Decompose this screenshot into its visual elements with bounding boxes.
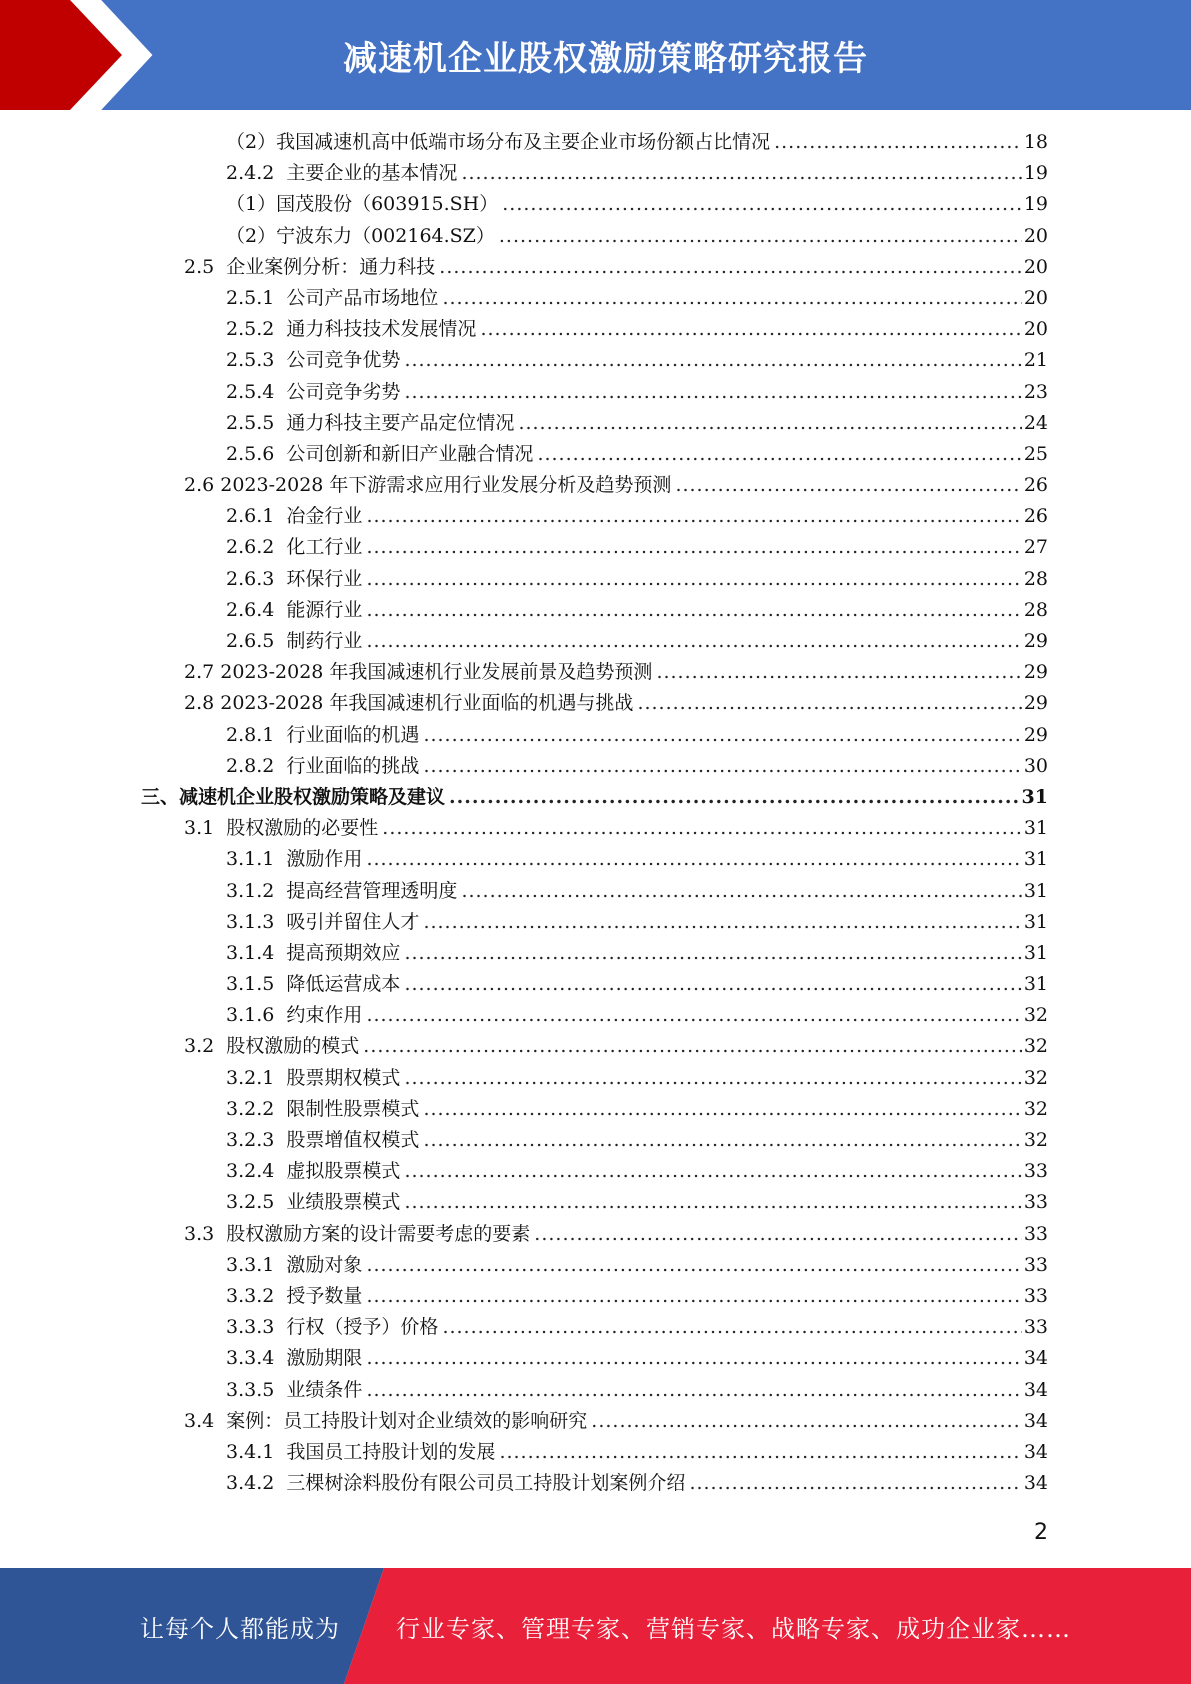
toc-entry-title: 2.5.4 公司竞争劣势 (226, 377, 404, 408)
toc-entry[interactable] (0, 751, 1191, 782)
toc-dot-leader (499, 1437, 1021, 1468)
toc-dot-leader (423, 1094, 1021, 1125)
toc-entry-title: 3.1.3 吸引并留住人才 (226, 907, 423, 938)
toc-entry[interactable] (0, 408, 1191, 439)
toc-entry-page: 31 (1021, 785, 1048, 808)
toc-entry-title: （2）宁波东力（002164.SZ） (226, 221, 499, 252)
toc-entry-page: 33 (1023, 1253, 1048, 1276)
toc-entry-title: 3.2.2 限制性股票模式 (226, 1094, 423, 1125)
toc-entry[interactable] (0, 1063, 1191, 1094)
toc-entry-page: 31 (1023, 879, 1048, 902)
toc-entry-title: 3.1.6 约束作用 (226, 1000, 366, 1031)
toc-entry[interactable] (0, 1094, 1191, 1125)
toc-entry-title: 3.2.4 虚拟股票模式 (226, 1156, 404, 1187)
toc-entry[interactable] (0, 221, 1191, 252)
toc-dot-leader (404, 1156, 1021, 1187)
toc-entry[interactable] (0, 1437, 1191, 1468)
table-of-contents (0, 127, 1191, 1499)
toc-entry-title: 2.5 企业案例分析：通力科技 (184, 252, 439, 283)
toc-dot-leader (366, 595, 1021, 626)
toc-dot-leader (502, 189, 1022, 220)
toc-entry-page: 19 (1023, 193, 1048, 216)
toc-entry-title: 3.4.1 我国员工持股计划的发展 (226, 1437, 499, 1468)
toc-dot-leader (499, 221, 1022, 252)
toc-entry-page: 31 (1023, 848, 1048, 871)
toc-entry[interactable] (0, 501, 1191, 532)
toc-entry-page: 20 (1023, 318, 1048, 341)
toc-entry-title: 2.5.6 公司创新和新旧产业融合情况 (226, 439, 537, 470)
toc-entry[interactable] (0, 158, 1191, 189)
toc-entry-page: 31 (1023, 973, 1048, 996)
toc-dot-leader (366, 1343, 1021, 1374)
toc-entry[interactable] (0, 532, 1191, 563)
toc-entry-page: 29 (1023, 661, 1048, 684)
toc-entry-page: 31 (1023, 910, 1048, 933)
toc-entry[interactable] (0, 1343, 1191, 1374)
toc-entry[interactable] (0, 969, 1191, 1000)
toc-entry-title: 2.6.2 化工行业 (226, 532, 366, 563)
toc-entry-title: 2.5.3 公司竞争优势 (226, 345, 404, 376)
toc-entry[interactable] (0, 782, 1191, 813)
footer-slogan-right: 行业专家、管理专家、营销专家、战略专家、成功企业家…… (396, 1614, 1071, 1643)
toc-entry-title: 3.1 股权激励的必要性 (184, 813, 382, 844)
toc-entry-title: 3.3.3 行权（授予）价格 (226, 1312, 442, 1343)
toc-entry-page: 32 (1023, 1097, 1048, 1120)
toc-entry-page: 21 (1023, 349, 1048, 372)
toc-dot-leader (449, 782, 1020, 813)
toc-entry-page: 32 (1023, 1129, 1048, 1151)
toc-entry-title: 2.5.2 通力科技技术发展情况 (226, 314, 480, 345)
toc-entry[interactable] (0, 813, 1191, 844)
toc-dot-leader (774, 127, 1022, 158)
toc-entry-title: 2.6.4 能源行业 (226, 595, 366, 626)
toc-entry-title: （2）我国减速机高中低端市场分布及主要企业市场份额占比情况 (226, 127, 774, 158)
toc-entry-page: 33 (1023, 1160, 1048, 1183)
toc-entry[interactable] (0, 657, 1191, 688)
toc-entry-title: 3.2 股权激励的模式 (184, 1031, 363, 1062)
toc-entry-page: 26 (1023, 505, 1048, 528)
toc-entry-title: 2.8 2023-2028 年我国减速机行业面临的机遇与挑战 (184, 688, 637, 719)
toc-entry-page: 20 (1023, 286, 1048, 309)
toc-entry-page: 18 (1023, 131, 1048, 153)
toc-entry[interactable] (0, 595, 1191, 626)
toc-entry[interactable] (0, 470, 1191, 501)
toc-entry-title: 3.1.2 提高经营管理透明度 (226, 876, 461, 907)
toc-entry[interactable] (0, 439, 1191, 470)
toc-entry-page: 20 (1023, 255, 1048, 278)
toc-entry-title: 3.4.2 三棵树涂料股份有限公司员工持股计划案例介绍 (226, 1468, 689, 1499)
toc-dot-leader (404, 1063, 1021, 1094)
toc-entry-title: 三、减速机企业股权激励策略及建议 (141, 782, 449, 813)
toc-entry-page: 29 (1023, 630, 1048, 652)
toc-dot-leader (423, 720, 1021, 751)
toc-entry-title: 2.6 2023-2028 年下游需求应用行业发展分析及趋势预测 (184, 470, 675, 501)
toc-dot-leader (366, 1281, 1021, 1312)
toc-entry-title: 2.5.1 公司产品市场地位 (226, 283, 442, 314)
toc-dot-leader (461, 876, 1021, 907)
toc-entry-title: 3.3 股权激励方案的设计需要考虑的要素 (184, 1219, 534, 1250)
toc-entry-title: 3.3.5 业绩条件 (226, 1375, 366, 1406)
report-header (0, 0, 1191, 110)
toc-entry-page: 32 (1023, 1066, 1048, 1089)
toc-entry[interactable] (0, 688, 1191, 719)
toc-dot-leader (675, 470, 1021, 501)
toc-entry-title: 2.6.1 冶金行业 (226, 501, 366, 532)
toc-dot-leader (404, 938, 1021, 969)
toc-entry-page: 34 (1023, 1440, 1048, 1463)
toc-entry[interactable] (0, 907, 1191, 938)
toc-entry-title: 2.6.3 环保行业 (226, 564, 366, 595)
toc-dot-leader (366, 564, 1021, 595)
toc-entry-page: 24 (1023, 411, 1048, 434)
toc-entry[interactable] (0, 1250, 1191, 1281)
toc-entry[interactable] (0, 345, 1191, 376)
toc-entry[interactable] (0, 127, 1191, 158)
toc-entry-title: 2.7 2023-2028 年我国减速机行业发展前景及趋势预测 (184, 657, 656, 688)
toc-entry[interactable] (0, 1187, 1191, 1218)
toc-entry[interactable] (0, 1281, 1191, 1312)
toc-dot-leader (442, 283, 1021, 314)
toc-entry-page: 34 (1023, 1347, 1048, 1370)
toc-entry-title: 3.3.2 授予数量 (226, 1281, 366, 1312)
toc-entry-title: 2.6.5 制药行业 (226, 626, 366, 657)
toc-entry-page: 29 (1023, 723, 1048, 746)
toc-entry-page: 25 (1023, 442, 1048, 465)
toc-entry-page: 31 (1023, 817, 1048, 840)
toc-dot-leader (366, 501, 1021, 532)
toc-dot-leader (423, 1125, 1021, 1156)
toc-dot-leader (366, 1375, 1021, 1406)
toc-entry-page: 34 (1023, 1378, 1048, 1401)
toc-entry[interactable] (0, 938, 1191, 969)
toc-entry-title: 3.3.4 激励期限 (226, 1343, 366, 1374)
footer-slogan-left: 让每个人都能成为 (140, 1614, 340, 1643)
toc-entry-page: 33 (1023, 1284, 1048, 1307)
toc-entry-title: 2.4.2 主要企业的基本情况 (226, 158, 461, 189)
toc-dot-leader (461, 158, 1021, 189)
toc-dot-leader (423, 907, 1021, 938)
toc-entry-title: 2.8.1 行业面临的机遇 (226, 720, 423, 751)
toc-entry[interactable] (0, 1312, 1191, 1343)
toc-entry[interactable] (0, 626, 1191, 657)
toc-entry[interactable] (0, 876, 1191, 907)
toc-entry[interactable] (0, 189, 1191, 220)
toc-dot-leader (442, 1312, 1021, 1343)
toc-entry-title: 3.2.5 业绩股票模式 (226, 1187, 404, 1218)
toc-dot-leader (366, 1000, 1021, 1031)
toc-entry-title: 3.2.1 股票期权模式 (226, 1063, 404, 1094)
toc-entry[interactable] (0, 1000, 1191, 1031)
toc-dot-leader (366, 626, 1021, 657)
toc-entry[interactable] (0, 314, 1191, 345)
toc-entry-title: （1）国茂股份（603915.SH） (226, 189, 502, 220)
toc-entry-title: 3.4 案例：员工持股计划对企业绩效的影响研究 (184, 1406, 591, 1437)
toc-dot-leader (404, 1187, 1021, 1218)
toc-entry-title: 2.5.5 通力科技主要产品定位情况 (226, 408, 518, 439)
toc-dot-leader (366, 532, 1021, 563)
toc-dot-leader (366, 1250, 1021, 1281)
toc-entry-page: 28 (1023, 567, 1048, 590)
toc-entry[interactable] (0, 1125, 1191, 1156)
toc-entry-title: 3.1.4 提高预期效应 (226, 938, 404, 969)
toc-entry-page: 33 (1023, 1222, 1048, 1245)
toc-entry-page: 32 (1023, 1035, 1048, 1058)
toc-entry-title: 3.2.3 股票增值权模式 (226, 1125, 423, 1156)
toc-dot-leader (404, 377, 1021, 408)
toc-entry[interactable] (0, 377, 1191, 408)
toc-entry[interactable] (0, 564, 1191, 595)
toc-entry-title: 3.1.5 降低运营成本 (226, 969, 404, 1000)
toc-entry[interactable] (0, 844, 1191, 875)
toc-entry-page: 32 (1023, 1004, 1048, 1027)
toc-dot-leader (363, 1031, 1022, 1062)
toc-entry-page: 33 (1023, 1191, 1048, 1214)
toc-dot-leader (689, 1468, 1021, 1499)
toc-entry-page: 23 (1023, 380, 1048, 403)
toc-entry[interactable] (0, 1156, 1191, 1187)
toc-entry-page: 26 (1023, 474, 1048, 497)
toc-entry-title: 3.3.1 激励对象 (226, 1250, 366, 1281)
toc-dot-leader (534, 1219, 1022, 1250)
toc-entry-page: 34 (1023, 1409, 1048, 1432)
toc-dot-leader (366, 844, 1021, 875)
toc-entry[interactable] (0, 720, 1191, 751)
toc-dot-leader (637, 688, 1021, 719)
toc-entry-page: 31 (1023, 941, 1048, 964)
toc-dot-leader (404, 969, 1021, 1000)
toc-dot-leader (656, 657, 1021, 688)
toc-entry-page: 33 (1023, 1316, 1048, 1339)
toc-entry[interactable] (0, 283, 1191, 314)
toc-dot-leader (404, 345, 1021, 376)
toc-entry[interactable] (0, 1031, 1191, 1062)
toc-entry[interactable] (0, 1375, 1191, 1406)
toc-entry[interactable] (0, 1406, 1191, 1437)
toc-entry-page: 34 (1023, 1472, 1048, 1495)
toc-entry-title: 3.1.1 激励作用 (226, 844, 366, 875)
toc-entry[interactable] (0, 1219, 1191, 1250)
toc-entry-title: 2.8.2 行业面临的挑战 (226, 751, 423, 782)
toc-entry[interactable] (0, 1468, 1191, 1499)
toc-dot-leader (537, 439, 1021, 470)
toc-entry-page: 27 (1023, 536, 1048, 559)
toc-dot-leader (423, 751, 1021, 782)
toc-entry-page: 20 (1023, 224, 1048, 247)
toc-dot-leader (480, 314, 1021, 345)
toc-dot-leader (439, 252, 1022, 283)
report-footer (0, 1568, 1191, 1684)
report-title: 减速机企业股权激励策略研究报告 (343, 38, 868, 79)
toc-entry[interactable] (0, 252, 1191, 283)
toc-entry-page: 28 (1023, 598, 1048, 621)
toc-entry-page: 30 (1023, 754, 1048, 777)
toc-dot-leader (591, 1406, 1022, 1437)
toc-dot-leader (518, 408, 1021, 439)
toc-entry-page: 29 (1023, 692, 1048, 715)
toc-entry-page: 19 (1023, 162, 1048, 185)
toc-dot-leader (382, 813, 1022, 844)
page-number: 2 (1034, 1520, 1048, 1545)
